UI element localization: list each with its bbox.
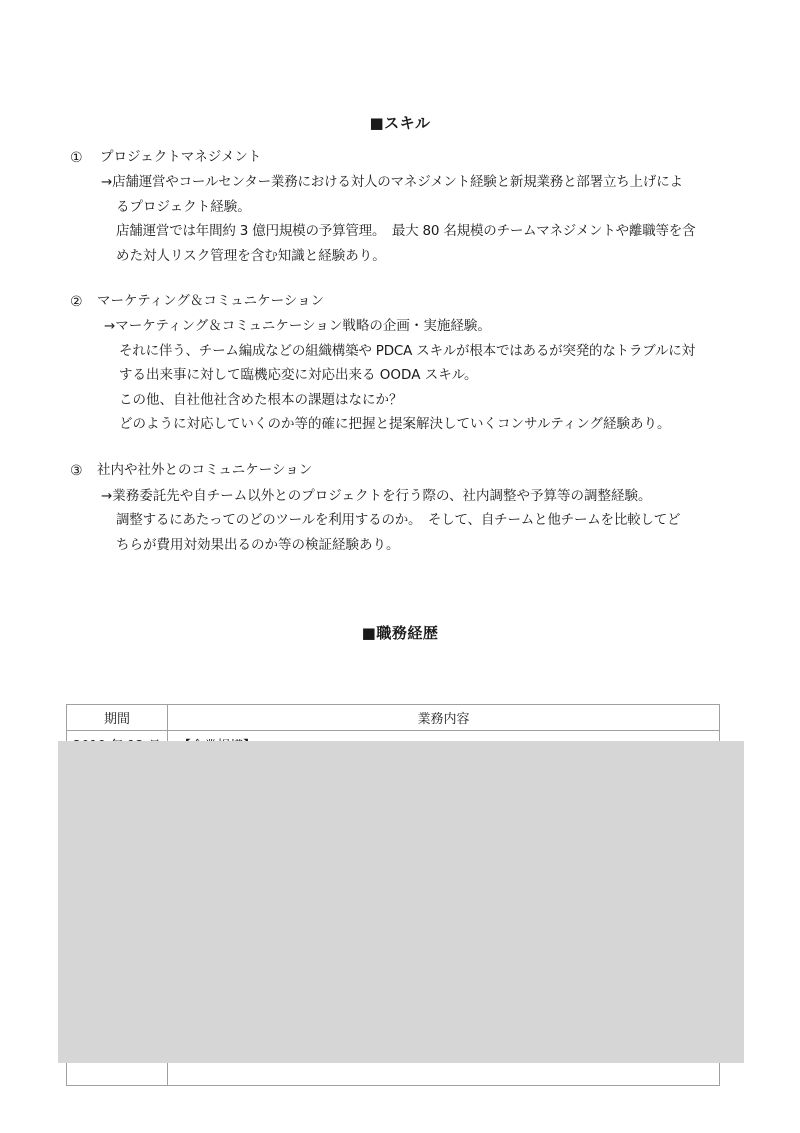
skill-2-line-5: どのように対応していくのか等的確に把握と提案解決していくコンサルティング経験あり。 xyxy=(119,416,671,432)
skill-3-line-1: →業務委託先や自チーム以外とのプロジェクトを行う際の、社内調整や予算等の調整経験。 xyxy=(101,488,652,504)
skill-1-number: ① xyxy=(70,150,83,166)
skill-2-line-2: それに伴う、チーム編成などの組織構築や PDCA スキルが根本ではあるが突発的なトラブルに対 xyxy=(119,343,695,359)
skill-3-line-2: 調整するにあたってのどのツールを利用するのか。 そして、自チームと他チームを比較してど xyxy=(116,512,681,528)
career-heading: ■職務経歴 xyxy=(361,624,439,642)
skill-3-number: ③ xyxy=(70,463,83,479)
redaction-block xyxy=(58,741,744,1063)
skill-1-title: プロジェクトマネジメント xyxy=(100,149,262,165)
skills-heading: ■スキル xyxy=(369,114,431,132)
career-table-header xyxy=(67,705,720,731)
skill-3-title: 社内や社外とのコミュニケーション xyxy=(97,462,313,478)
skill-2-line-3: する出来事に対して臨機応変に対応出来る OODA スキル。 xyxy=(119,367,478,383)
skill-2-number: ② xyxy=(70,294,83,310)
skill-3-line-3: ちらが費用対効果出るのか等の検証経験あり。 xyxy=(116,537,400,553)
skill-2-title: マーケティング＆コミュニケーション xyxy=(97,293,325,309)
column-header-content: 業務内容 xyxy=(168,705,720,731)
skill-1-line-4: めた対人リスク管理を含む知識と経験あり。 xyxy=(116,248,386,264)
column-header-period: 期間 xyxy=(67,705,168,731)
skill-1-line-3: 店舗運営では年間約 3 億円規模の予算管理。 最大 80 名規模のチームマネジメントや離職等を含 xyxy=(116,223,696,239)
skill-1-line-2: るプロジェクト経験。 xyxy=(116,199,251,215)
skill-2-line-1: →マーケティング＆コミュニケーション戦略の企画・実施経験。 xyxy=(104,318,491,334)
skill-1-line-1: →店舗運営やコールセンター業務における対人のマネジメント経験と新規業務と部署立ち上げによ xyxy=(101,174,683,190)
skill-2-line-4: この他、自社他社含めた根本の課題はなにか？ xyxy=(119,392,403,408)
